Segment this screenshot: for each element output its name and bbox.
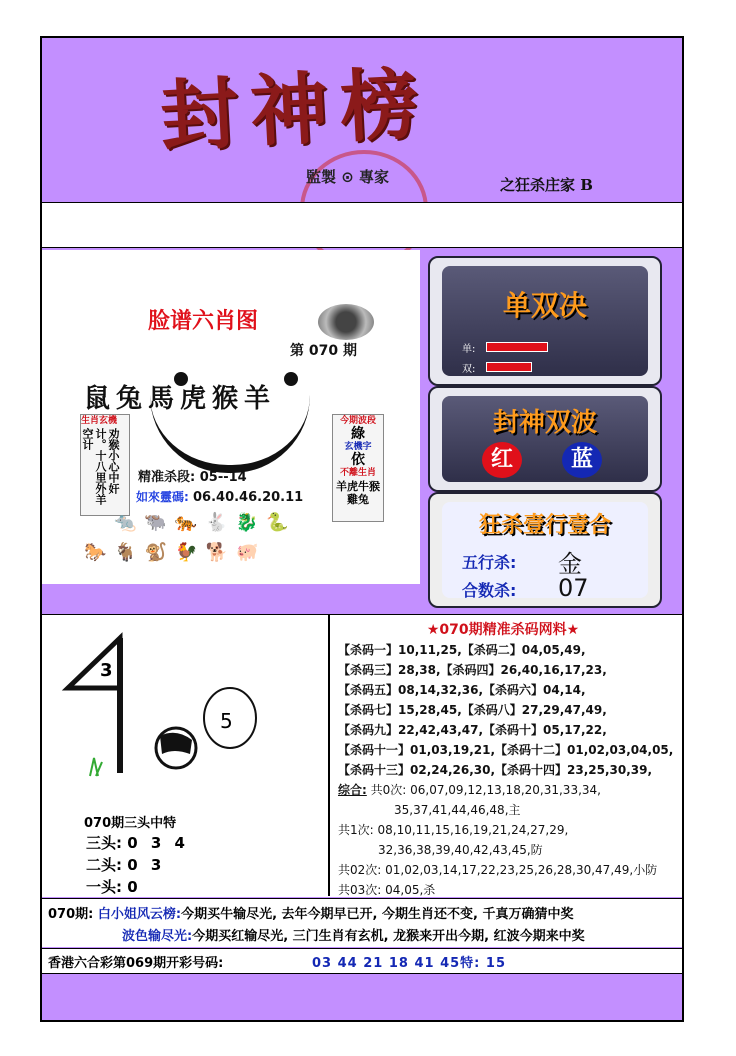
head-row-2 bbox=[86, 854, 189, 876]
zodiac-hint-text: 劝猴小心中奸计。十八里外羊空计 bbox=[81, 428, 120, 505]
right-eye bbox=[284, 372, 298, 386]
element-kill-label: 五行杀: bbox=[462, 553, 517, 572]
kill-range-label: 精准杀段: bbox=[138, 470, 196, 485]
kill-card-inner bbox=[442, 502, 648, 602]
wave-title: 今期波段 bbox=[339, 416, 376, 426]
winning-code-numbers: 06.40.46.20.11 bbox=[193, 490, 304, 505]
summary-line: 共1次: 08,10,11,15,16,19,21,24,27,29, bbox=[338, 823, 569, 837]
wave-value: 綠 bbox=[351, 426, 365, 442]
summary-text: 共0次: 06,07,09,12,13,18,20,31,33,34, bbox=[370, 783, 601, 797]
animal-row-2: 🐎🐐🐒🐓🐕🐖 bbox=[84, 542, 267, 563]
zodiac-keep-list: 羊虎牛猴雞兔 bbox=[336, 480, 380, 506]
head-table-title: 070期三头中特 bbox=[84, 816, 177, 831]
draw-result bbox=[42, 948, 682, 974]
head-row-value: 0 bbox=[127, 878, 142, 896]
animal-row-1: 🐀🐃🐅🐇🐉🐍 bbox=[114, 512, 297, 533]
face-chart-title: 脸谱六肖图 bbox=[148, 308, 259, 334]
double-wave-card bbox=[428, 386, 662, 492]
grass-icon bbox=[90, 758, 102, 776]
summary-label: 综合: bbox=[338, 783, 367, 797]
footer-line-2 bbox=[122, 925, 585, 944]
verse-2-text: 今期买红输尽光, 三门生肖有玄机, 龙猴来开出今期, 红波今期来中奖 bbox=[192, 929, 585, 944]
summary-line: 共03次: 04,05,杀 bbox=[338, 883, 436, 897]
draw-numbers: 03 44 21 18 41 45特: 15 bbox=[312, 956, 506, 971]
wave-hint-box bbox=[332, 414, 384, 522]
verse-1-label: 白小姐风云榜: bbox=[97, 907, 182, 922]
head-row-value: 0 3 4 bbox=[127, 834, 189, 852]
summary-line bbox=[338, 780, 673, 800]
kill-range-value: 05--14 bbox=[199, 470, 247, 485]
footer-issue: 070期: bbox=[48, 907, 94, 922]
kill-line: 【杀码一】10,11,25,【杀码二】04,05,49, bbox=[338, 643, 586, 657]
head-illustration bbox=[60, 628, 330, 808]
six-zodiac: 鼠兔馬虎猴羊 bbox=[84, 384, 277, 414]
kill-card-title: 狂杀壹行壹合 bbox=[478, 512, 611, 538]
kill-line: 【杀码七】15,28,45,【杀码八】27,29,47,49, bbox=[338, 703, 607, 717]
kill-line: 【杀码九】22,42,43,47,【杀码十】05,17,22, bbox=[338, 723, 607, 737]
summary-line: 35,37,41,44,46,48,主 bbox=[394, 803, 521, 817]
kill-code-title: ★070期精准杀码网料★ bbox=[426, 622, 580, 638]
summary-line: 共02次: 01,02,03,14,17,22,23,25,26,28,30,47,49,小防 bbox=[338, 863, 658, 877]
head-row-label: 二头: bbox=[86, 856, 122, 874]
even-label: 双: bbox=[462, 364, 476, 375]
kill-card bbox=[428, 492, 662, 608]
red-wave-ball: 红 bbox=[482, 442, 522, 478]
zodiac-keep-label: 不離生肖 bbox=[339, 468, 376, 478]
verse-2-label: 波色输尽光: bbox=[122, 929, 193, 944]
compass-icon bbox=[318, 304, 374, 340]
odd-even-card bbox=[428, 256, 662, 386]
odd-label: 单: bbox=[462, 344, 476, 355]
issue-number: 第 070 期 bbox=[290, 343, 357, 359]
head-row-value: 0 3 bbox=[127, 856, 166, 874]
zodiac-hint-box bbox=[80, 414, 130, 516]
flag-number: 3 bbox=[100, 660, 113, 681]
even-bar bbox=[486, 362, 532, 372]
sum-kill-label: 合数杀: bbox=[462, 581, 517, 600]
kill-line: 【杀码三】28,38,【杀码四】26,40,16,17,23, bbox=[338, 663, 607, 677]
kill-code-title-text: 070期精准杀码网料 bbox=[439, 622, 567, 638]
double-wave-card-inner bbox=[442, 396, 648, 482]
double-wave-title: 封神双波 bbox=[492, 408, 597, 438]
kill-range-row bbox=[138, 466, 247, 485]
publisher-label: 之狂杀庄家 B bbox=[500, 176, 593, 194]
head-row-3 bbox=[86, 832, 189, 854]
footer-verses bbox=[42, 898, 682, 947]
winning-code-row bbox=[136, 488, 303, 505]
head-row-label: 一头: bbox=[86, 878, 122, 896]
mystery-char: 依 bbox=[351, 452, 365, 468]
winning-code-label: 如來靈碼: bbox=[136, 490, 189, 504]
kill-code-list bbox=[338, 620, 673, 900]
ball-pattern bbox=[160, 733, 192, 754]
sum-kill-value: 07 bbox=[558, 574, 589, 602]
odd-even-card-inner bbox=[442, 266, 648, 376]
header-blank-bar bbox=[42, 202, 682, 248]
kill-line: 【杀码十三】02,24,26,30,【杀码十四】23,25,30,39, bbox=[338, 763, 653, 777]
mystery-char-label: 玄機字 bbox=[344, 442, 372, 452]
blue-wave-ball: 蓝 bbox=[562, 442, 602, 478]
zodiac-hint-title: 生肖玄機 bbox=[81, 416, 118, 426]
head-table bbox=[86, 832, 189, 898]
head-row-label: 三头: bbox=[86, 834, 122, 852]
page-title: 封神榜 bbox=[158, 57, 433, 163]
kill-line: 【杀码十一】01,03,19,21,【杀码十二】01,02,03,04,05, bbox=[338, 743, 674, 757]
kill-line: 【杀码五】08,14,32,36,【杀码六】04,14, bbox=[338, 683, 586, 697]
summary-line: 32,36,38,39,40,42,43,45,防 bbox=[378, 843, 543, 857]
rooster-number: 5 bbox=[220, 709, 233, 733]
odd-bar bbox=[486, 342, 548, 352]
draw-label: 香港六合彩第069期开彩号码: bbox=[48, 956, 224, 971]
footer-line-1 bbox=[48, 903, 573, 922]
verse-1-text: 今期买牛输尽光, 去年今期早已开, 今期生肖还不变, 千真万确猜中奖 bbox=[181, 907, 574, 922]
head-row-1 bbox=[86, 876, 189, 898]
odd-even-title: 单双决 bbox=[502, 289, 587, 322]
supervisor-label: 監製 ⊙ 專家 bbox=[306, 168, 390, 186]
element-kill-value: 金 bbox=[558, 550, 582, 578]
